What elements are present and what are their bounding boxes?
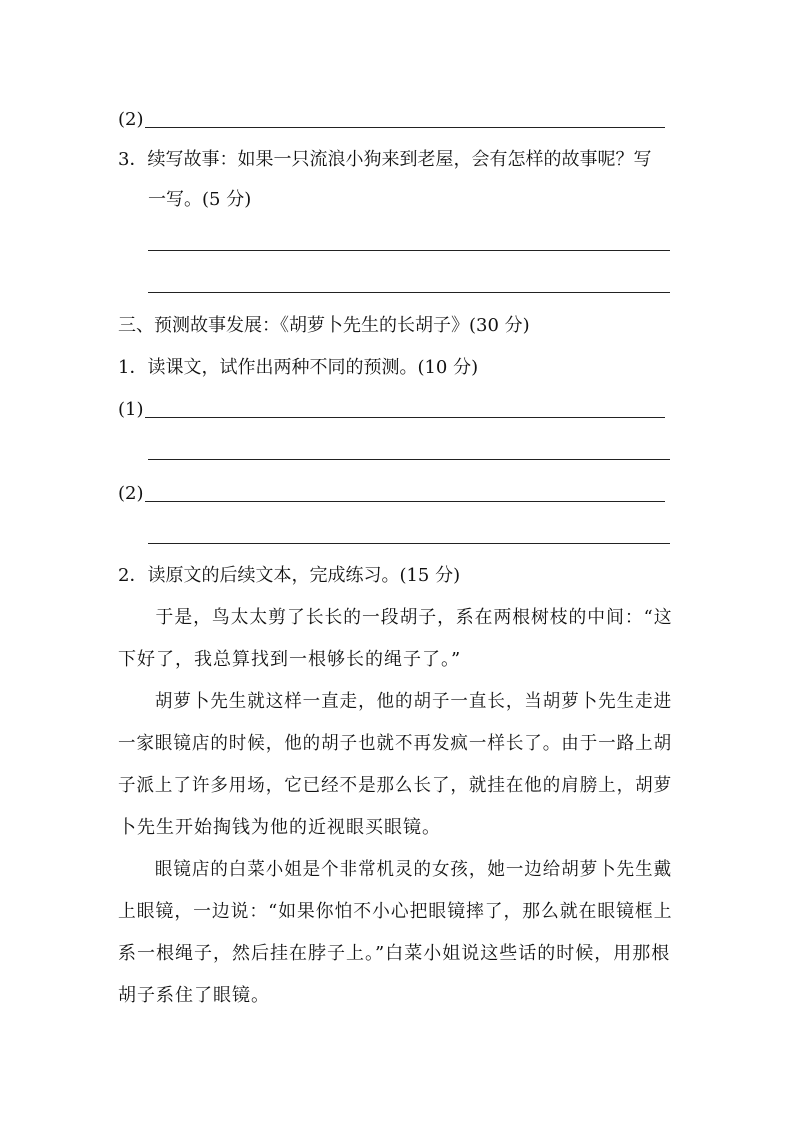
section-3-question-1: 1．读课文，试作出两种不同的预测。(10 分)	[118, 357, 479, 378]
passage-line: 系一根绳子，然后挂在脖子上。”白菜小姐说这些话的时候，用那根	[118, 943, 671, 964]
prediction-label-2: (2)	[118, 483, 144, 504]
passage-line: 眼镜店的白菜小姐是个非常机灵的女孩，她一边给胡萝卜先生戴	[118, 859, 673, 880]
passage-line: 胡萝卜先生就这样一直走，他的胡子一直长，当胡萝卜先生走进	[118, 691, 673, 712]
answer-blank-line[interactable]	[145, 127, 665, 128]
section-3-heading: 三、预测故事发展：《胡萝卜先生的长胡子》(30 分)	[118, 315, 530, 336]
prediction-label-1: (1)	[118, 399, 144, 420]
question-3-line-1: 3．续写故事：如果一只流浪小狗来到老屋，会有怎样的故事呢？写	[118, 149, 652, 170]
prediction-2-blank-line[interactable]	[145, 501, 665, 502]
answer-blank-line[interactable]	[148, 250, 670, 251]
answer-blank-line[interactable]	[148, 292, 670, 293]
section-3-question-2: 2．读原文的后续文本，完成练习。(15 分)	[118, 565, 461, 586]
passage-line: 一家眼镜店的时候，他的胡子也就不再发疯一样长了。由于一路上胡	[118, 733, 673, 754]
passage-line: 上眼镜，一边说：“如果你怕不小心把眼镜摔了，那么就在眼镜框上	[118, 901, 673, 922]
passage-line: 胡子系住了眼镜。	[118, 985, 270, 1006]
prediction-1-blank-line-2[interactable]	[148, 459, 670, 460]
passage-line: 卜先生开始掏钱为他的近视眼买眼镜。	[118, 817, 441, 838]
prediction-1-blank-line[interactable]	[145, 417, 665, 418]
passage-line: 子派上了许多用场，它已经不是那么长了，就挂在他的肩膀上，胡萝	[118, 775, 673, 796]
passage-line: 于是，鸟太太剪了长长的一段胡子，系在两根树枝的中间：“这	[118, 607, 673, 628]
prediction-2-blank-line-2[interactable]	[148, 543, 670, 544]
question-3-line-2: 一写。(5 分)	[148, 189, 252, 210]
answer-label-2: (2)	[118, 109, 144, 130]
passage-line: 下好了，我总算找到一根够长的绳子了。”	[118, 649, 462, 670]
